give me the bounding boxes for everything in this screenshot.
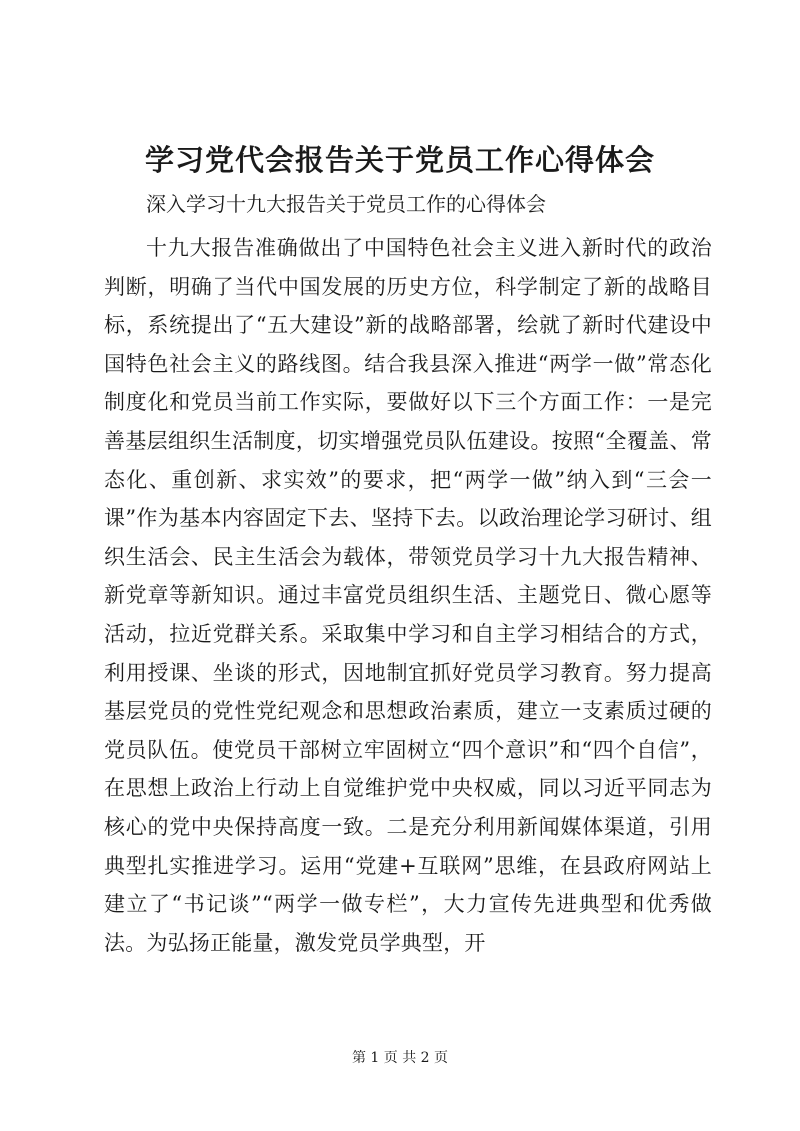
document-subtitle: 深入学习十九大报告关于党员工作的心得体会: [146, 192, 546, 216]
document-title: 学习党代会报告关于党员工作心得体会: [144, 143, 655, 177]
document-body-paragraph: 十九大报告准确做出了中国特色社会主义进入新时代的政治判断，明确了当代中国发展的历史方位，科学制定了新的战略目标，系统提出了“五大建设”新的战略部署，绘就了新时代建设中国特色社会主义的路线图。结合我县深入推进“两学一做”常态化制度化和党员当前工作实际，要做好以下三个方面工作：一是完善基层组织生活制度，切实增强党员队伍建设。按照“全覆盖、常态化、重创新、求实效”的要求，把“两学一做”纳入到“三会一课”作为基本内容固定下去、坚持下去。以政治理论学习研讨、组织生活会、民主生活会为载体，带领党员学习十九大报告精神、新党章等新知识。通过丰富党员组织生活、主题党日、微心愿等活动，拉近党群关系。采取集中学习和自主学习相结合的方式，利用授课、坐谈的形式，因地制宜抓好党员学习教育。努力提高基层党员的党性党纪观念和思想政治素质，建立一支素质过硬的党员队伍。使党员干部树立牢固树立“四个意识”和“四个自信”，在思想上政治上行动上自觉维护党中央权威，同以习近平同志为核心的党中央保持高度一致。二是充分利用新闻媒体渠道，引用典型扎实推进学习。运用“党建+互联网”思维，在县政府网站上建立了“书记谈”“两学一做专栏”，大力宣传先进典型和优秀做法。为弘扬正能量，激发党员学典型，开: [104, 236, 712, 955]
page-footer: 第 1 页 共 2 页: [351, 1050, 449, 1066]
